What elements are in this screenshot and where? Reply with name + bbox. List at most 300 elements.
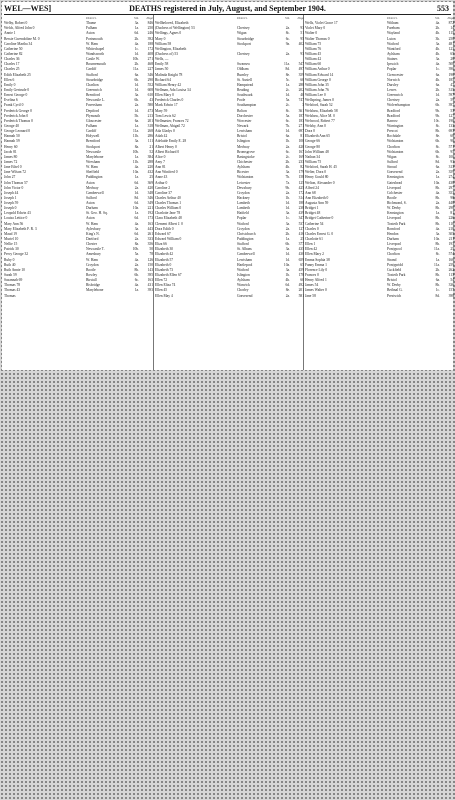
entry-name: Charles Ernest G. 0 (305, 231, 334, 236)
entry-page: 115 (448, 31, 454, 36)
entry-page: 133 (448, 123, 454, 128)
entry-district: Hartlepool (237, 262, 253, 267)
entry-volume: 10a. (433, 237, 440, 242)
entry-district: Aston (86, 31, 95, 36)
entry-volume (126, 294, 139, 299)
entry-volume: 8b. (435, 242, 440, 247)
entry-page: 43 (149, 98, 153, 103)
register-entry (305, 294, 454, 299)
entry-page: 198 (448, 118, 454, 123)
column-header-page: Page (146, 16, 153, 20)
entry-name: Thomas 43 (4, 288, 21, 293)
entry-page: 150 (147, 262, 153, 267)
entry-page: 384 (147, 154, 153, 159)
entry-volume: 2a. (134, 262, 139, 267)
column-header-district: District. (86, 16, 97, 20)
entry-page: 126 (147, 257, 153, 262)
entry-volume: 4b. (435, 77, 440, 82)
entry-page: 54 (450, 278, 454, 283)
entry-page: 60 (300, 77, 304, 82)
entry-volume: 2a. (285, 190, 290, 195)
entry-name: Ruby 0 (4, 257, 15, 262)
entry-volume: 1d. (435, 93, 440, 98)
entry-name: Richard 64 (155, 77, 171, 82)
entry-volume: 1d. (285, 206, 290, 211)
entry-page: 610 (147, 93, 153, 98)
entry-district: Hampstead (237, 82, 254, 87)
entry-district: Aylsham (387, 51, 400, 56)
entry-district: Charlton (86, 82, 99, 87)
entry-district: Paddington (86, 175, 103, 180)
entry-volume: 6a. (435, 278, 440, 283)
entry-volume: 6d. (134, 180, 139, 185)
entry-page: 110 (448, 221, 454, 226)
entry-district: St. Albans (237, 247, 252, 252)
entry-name: Leopold Edwin 43 (4, 211, 31, 216)
entry-volume: 6b. (134, 77, 139, 82)
entry-district: Chorlton (387, 252, 400, 257)
entry-name: Wellspring, James 0 (305, 98, 334, 103)
entry-district: Risbridge (86, 283, 100, 288)
entry-page: 290 (147, 77, 153, 82)
entry-page: 395 (147, 273, 153, 278)
entry-district: Camberwell (237, 252, 255, 257)
entry-page: 250 (448, 36, 454, 41)
entry-district: Fareham (387, 26, 400, 31)
entry-volume: 3a. (285, 221, 290, 226)
entry-name: Joseph 44 (4, 190, 19, 195)
entry-district: Newcastle L. (86, 98, 105, 103)
entry-volume: 1b. (285, 195, 290, 200)
entry-name: Violet Mary 0 (305, 26, 326, 31)
entry-district: Stourbridge (237, 36, 254, 41)
entry-district: Sheffield (86, 170, 100, 175)
entry-name: Ann 68 (305, 190, 316, 195)
entry-name: Ernest George 0 (4, 93, 28, 98)
entry-district: Watford (237, 267, 249, 272)
entry-name: Welby, Robert 0 (4, 21, 28, 26)
entry-district: Wolstanton (387, 149, 404, 154)
entry-volume: 1c. (435, 288, 440, 293)
entry-volume: 4a. (134, 221, 139, 226)
entry-page: 336 (448, 283, 454, 288)
entry-name: John Victor 0 (4, 185, 24, 190)
entry-volume: 2b. (435, 26, 440, 31)
entry-volume: 6d. (134, 31, 139, 36)
entry-district: Basingstoke (237, 154, 255, 159)
entry-volume: 8c. (435, 144, 440, 149)
entry-volume: 1d. (285, 93, 290, 98)
entry-name: Thomas (4, 293, 16, 298)
entry-name: William George 0 (305, 77, 331, 82)
entry-district: Brentford (86, 93, 100, 98)
entry-district: Christchurch (237, 231, 256, 236)
entry-name: Emily 0 (4, 82, 16, 87)
entry-district: Stafford (237, 242, 249, 247)
entry-volume: 1a. (134, 154, 139, 159)
entry-page: 158 (298, 175, 304, 180)
entry-district: W. Ham (86, 165, 98, 170)
entry-name: Mark Edwin 17 (155, 103, 178, 108)
entry-page: 580 (147, 103, 153, 108)
entry-district: Bicester (237, 170, 249, 175)
entry-volume: 1b. (285, 273, 290, 278)
entry-page: 40 (300, 93, 304, 98)
entry-volume: 1d. (134, 82, 139, 87)
entry-page: 157 (448, 288, 454, 293)
entry-volume: 8e. (285, 288, 290, 293)
entry-district: Marylebone (86, 288, 104, 293)
entry-district: Kensington (387, 211, 404, 216)
entry-page: 227 (147, 67, 153, 72)
entry-page: 581 (298, 293, 304, 298)
entry-district: Chertsey (237, 51, 250, 56)
entry-page: 25 (300, 237, 304, 242)
entry-volume: 4a. (435, 21, 440, 26)
entry-volume: 2a. (285, 51, 290, 56)
entry-name: John Thomas 57 (4, 180, 28, 185)
entry-name: Wellman, Ada Louisa 34 (155, 87, 191, 92)
entry-district: Lambeth (237, 206, 250, 211)
entry-page: 262 (448, 267, 454, 272)
entry-district: Newcastle T. (86, 247, 105, 252)
entry-district: Rowley (86, 273, 98, 278)
entry-volume: 3a. (435, 57, 440, 62)
entry-district: Dursley (387, 82, 399, 87)
entry-district: Bristol (387, 278, 397, 283)
entry-district: Southampton (237, 103, 257, 108)
entry-volume: 2a. (285, 293, 290, 298)
entry-page: 420 (298, 144, 304, 149)
entry-name: Welsford, Sarah H. 45 (305, 165, 337, 170)
entry-page: 315 (448, 87, 454, 92)
entry-name: Clara Elizabeth 48 (155, 216, 182, 221)
entry-page: 59 (450, 98, 454, 103)
entry-volume: 1a. (134, 211, 139, 216)
entry-page: 392 (147, 36, 153, 41)
entry-volume: 8d. (285, 67, 290, 72)
entry-page: 747 (298, 98, 304, 103)
entry-volume: 1d. (285, 129, 290, 134)
entry-district: Stafford (86, 72, 98, 77)
entry-page: 167 (298, 149, 304, 154)
entry-district: Poole (237, 98, 246, 103)
entry-page: 25 (149, 175, 153, 180)
entry-name: Joseph 59 (4, 201, 19, 206)
entry-page: 51 (300, 31, 304, 36)
entry-page: 547 (298, 62, 304, 67)
entry-volume: 6a. (435, 165, 440, 170)
entry-name: Frederick Thomas 0 (4, 118, 33, 123)
entry-district: Strand (387, 257, 397, 262)
entry-volume: 6b. (435, 149, 440, 154)
entry-district: Witham (387, 21, 399, 26)
entry-district: Medway (237, 144, 250, 149)
entry-district: Aston (86, 180, 95, 185)
entry-page: 420 (147, 185, 153, 190)
entry-volume: 8b. (435, 185, 440, 190)
entry-name: Hannah 50 (4, 134, 20, 139)
entry-name: Elizabeth 0 (155, 262, 172, 267)
entry-page: 163 (147, 221, 153, 226)
entry-district: Liverpool (387, 185, 402, 190)
entry-name: Henry Gould 80 (305, 175, 329, 180)
entry-volume: 2b. (285, 231, 290, 236)
entry-volume: 10b. (132, 57, 139, 62)
entry-district: Wolverhampton (387, 103, 411, 108)
entry-district: W. Derby (387, 283, 401, 288)
entry-name: Charles William 0 (155, 206, 182, 211)
entry-name: Ellen 45 (155, 288, 168, 293)
entry-district: Hackney (237, 195, 250, 200)
entry-district: Deptford (86, 108, 99, 113)
entry-page: 111 (147, 139, 153, 144)
entry-volume: 8b. (435, 273, 440, 278)
entry-name: Patrick 30 (4, 247, 19, 252)
entry-volume: 2a. (285, 144, 290, 149)
entry-name: William Edward 14 (305, 72, 334, 77)
entry-page: 173 (147, 216, 153, 221)
entry-name: William John 76 (305, 87, 329, 92)
entry-district: King's N. (86, 231, 100, 236)
entry-district: Wayland (387, 31, 400, 36)
entry-volume: 8b. (435, 206, 440, 211)
entry-district: W. Derby (387, 206, 401, 211)
entry-page: 313 (448, 165, 454, 170)
entry-volume: 2c. (285, 87, 290, 92)
entry-district: Islington (237, 139, 250, 144)
entry-name: Elizabeth Ellen 67 (155, 273, 182, 278)
register-column (4, 16, 153, 370)
entry-name: Elizabeth 73 (155, 267, 174, 272)
entry-district: Warrington (387, 123, 404, 128)
entry-name: Jane Ethel 0 (4, 165, 22, 170)
entry-district: Stockport (86, 144, 100, 149)
entry-name: Joseph 1 (4, 195, 17, 200)
entry-page: 81 (450, 211, 454, 216)
entry-district: Bootle (387, 195, 397, 200)
entry-name: William John 35 (305, 82, 329, 87)
entry-district: Whitechapel (86, 46, 105, 51)
entry-volume: 8d. (435, 159, 440, 164)
entry-district: Staines (387, 57, 398, 62)
entry-name: Catherine 82 (4, 51, 23, 56)
entry-page: 201 (147, 118, 153, 123)
entry-name: Clement Albert J. 0 (155, 221, 183, 226)
entry-volume: 6d. (285, 283, 290, 288)
entry-name: Bridget 48 (305, 211, 321, 216)
entry-district: Marylebone (86, 154, 104, 159)
entry-name: Ada Gladys 0 (155, 129, 175, 134)
register-column (305, 16, 454, 370)
entry-page: 390 (448, 67, 454, 72)
entry-district: Richmond, S. (387, 201, 407, 206)
entry-district: Amesbury (86, 252, 101, 257)
entry-volume: 8b. (435, 195, 440, 200)
entry-volume: 5a. (285, 113, 290, 118)
entry-name: Wellings, Agnes 0 (155, 31, 182, 36)
entry-name: Joseph 0 (4, 206, 17, 211)
entry-volume: 4a. (134, 283, 139, 288)
entry-name: Evelina 6 (4, 98, 18, 103)
entry-volume: 8d. (435, 293, 440, 298)
entry-name: George Leonard 0 (4, 129, 31, 134)
entry-volume: 2a. (134, 237, 139, 242)
entry-volume: 8c. (285, 108, 290, 113)
entry-name: Susannah 69 (4, 278, 23, 283)
entry-page: 68 (450, 134, 454, 139)
entry-name: Nathan 34 (305, 154, 320, 159)
entry-name: Wells, Violet Grace 17 (305, 21, 338, 26)
entry-name: Emma Sophia 38 (305, 257, 330, 262)
entry-page: 369 (147, 180, 153, 185)
register-page (2, 2, 453, 370)
entry-volume: 3a. (134, 139, 139, 144)
entry-volume: 5a. (134, 252, 139, 257)
entry-page: 26 (450, 57, 454, 62)
column-header-page: Page (297, 16, 304, 20)
entry-name: Caroline 37 (155, 190, 172, 195)
entry-district: Stroud (387, 165, 397, 170)
entry-volume: 1d. (285, 257, 290, 262)
entry-volume: 3a. (285, 211, 290, 216)
entry-name: Wellman, Abigail 72 (155, 123, 185, 128)
entry-name: Jacob 81 (4, 149, 17, 154)
entry-page: 397 (448, 103, 454, 108)
entry-district: Gravesend (387, 170, 403, 175)
entry-page: 473 (147, 108, 153, 113)
entry-name: Mary Elizabeth F. R. 3 (4, 226, 37, 231)
entry-volume: 7b. (285, 123, 290, 128)
entry-district: Chester (86, 242, 97, 247)
entry-page: 93 (300, 26, 304, 31)
entry-page: 52 (149, 149, 153, 154)
entry-district: Chertsey (237, 26, 250, 31)
entry-page: 187 (298, 113, 304, 118)
entry-volume: 2a. (134, 103, 139, 108)
entry-district: Pontypool (387, 247, 402, 252)
entry-district: Dewsbury (237, 185, 252, 190)
entry-district: Reading (237, 87, 249, 92)
entry-name: Arthur 0 (155, 180, 168, 185)
entry-district: Pontypridd (387, 262, 403, 267)
entry-page: 359 (298, 72, 304, 77)
entry-name: Ellen May 4 (155, 293, 173, 298)
entry-district: Aylesbury (86, 226, 101, 231)
entry-name: Walter 0 (305, 31, 318, 36)
entry-volume: 3a. (134, 226, 139, 231)
entry-name: Wellington, Elizabeth (155, 46, 187, 51)
page-number: 553 (437, 4, 449, 13)
entry-page: 432 (147, 170, 153, 175)
entry-district: Stockport (237, 41, 251, 46)
entry-name: Louisa Lettice 0 (4, 216, 28, 221)
entry-district: Salford (387, 159, 398, 164)
entry-name: Charles Thomas 1 (155, 201, 182, 206)
entry-volume: 4a. (134, 165, 139, 170)
entry-page: 169 (298, 154, 304, 159)
column-header-volume: Vol. (285, 16, 290, 20)
entry-district: Bethnal G. (387, 288, 403, 293)
entry-page: 468 (147, 62, 153, 67)
entry-volume: 2b. (435, 87, 440, 92)
entry-district: Chertsey (387, 98, 400, 103)
entry-page: 179 (298, 170, 304, 175)
entry-name: Charlotte Jane 78 (155, 211, 181, 216)
entry-name: Tom Lewis 62 (155, 113, 176, 118)
entry-volume: 1a. (134, 26, 139, 31)
entry-name: Edward William 0 (155, 237, 182, 242)
entry-page: 608 (147, 87, 153, 92)
entry-name: Eliza 66 (155, 242, 167, 247)
entry-page: 196 (448, 72, 454, 77)
register-column (155, 16, 304, 370)
entry-page: 443 (147, 226, 153, 231)
entry-page: 201 (298, 288, 304, 293)
entry-volume: 3a. (134, 21, 139, 26)
entry-name: Wellmaster, Frances 72 (155, 118, 189, 123)
entry-name: Catherine 50 (4, 46, 23, 51)
entry-name: Elizabeth 42 (155, 252, 174, 257)
entry-volume: 10c. (433, 118, 440, 123)
entry-district: Greenwich (387, 93, 403, 98)
entry-name: George 40 (4, 123, 20, 128)
entry-page: 65 (450, 51, 454, 56)
entry-page: 188 (147, 41, 153, 46)
entry-district: Hendon (387, 231, 399, 236)
entry-name: Ruth 40 (4, 262, 16, 267)
entry-name: (Duchess of Wellington) 53 (155, 26, 195, 31)
entry-page: 425 (298, 185, 304, 190)
entry-name: Elizabeth 30 (155, 247, 174, 252)
entry-name: Bridget Catherine 0 (305, 216, 334, 221)
entry-name: Henry Alfred 1 (305, 278, 327, 283)
column-header-page: Page (447, 16, 454, 20)
entry-volume: 6b. (435, 103, 440, 108)
entry-name: Emily 58 (155, 62, 169, 67)
entry-volume: 6c. (285, 36, 290, 41)
entry-district (86, 294, 126, 299)
entry-name: James 72 (4, 159, 18, 164)
entry-page: 259 (448, 262, 454, 267)
entry-district: Barrow (387, 118, 398, 123)
entry-district: Aylsham (237, 165, 250, 170)
entry-page: 297 (448, 185, 454, 190)
entry-name: Mary Ann 56 (4, 221, 24, 226)
entry-page: 288 (298, 82, 304, 87)
entry-page: 213 (147, 113, 153, 118)
entry-district: Brentford (86, 139, 100, 144)
entry-volume: 4a. (435, 62, 440, 67)
header-index-range: WEL—WES] (4, 4, 52, 13)
entry-volume: 2a. (134, 185, 139, 190)
entry-district: Greenwich (86, 87, 102, 92)
entry-page: 93 (450, 159, 454, 164)
entry-district: Prescot (387, 129, 398, 134)
entry-name: Fanny Emma 1 (305, 262, 327, 267)
entry-district: Bradford (387, 113, 400, 118)
entry-volume: 1c. (285, 216, 290, 221)
entry-district: Croydon (86, 262, 99, 267)
entry-page: 127 (298, 226, 304, 231)
entry-name: Charlotte 61 (305, 237, 323, 242)
entry-volume: 6b. (435, 139, 440, 144)
entry-page: 261 (147, 231, 153, 236)
entry-name: Edith Elizabeth 25 (4, 72, 31, 77)
entry-volume: 5c. (285, 77, 290, 82)
entry-district: Croydon (237, 190, 250, 195)
entry-volume: 6a. (435, 72, 440, 77)
